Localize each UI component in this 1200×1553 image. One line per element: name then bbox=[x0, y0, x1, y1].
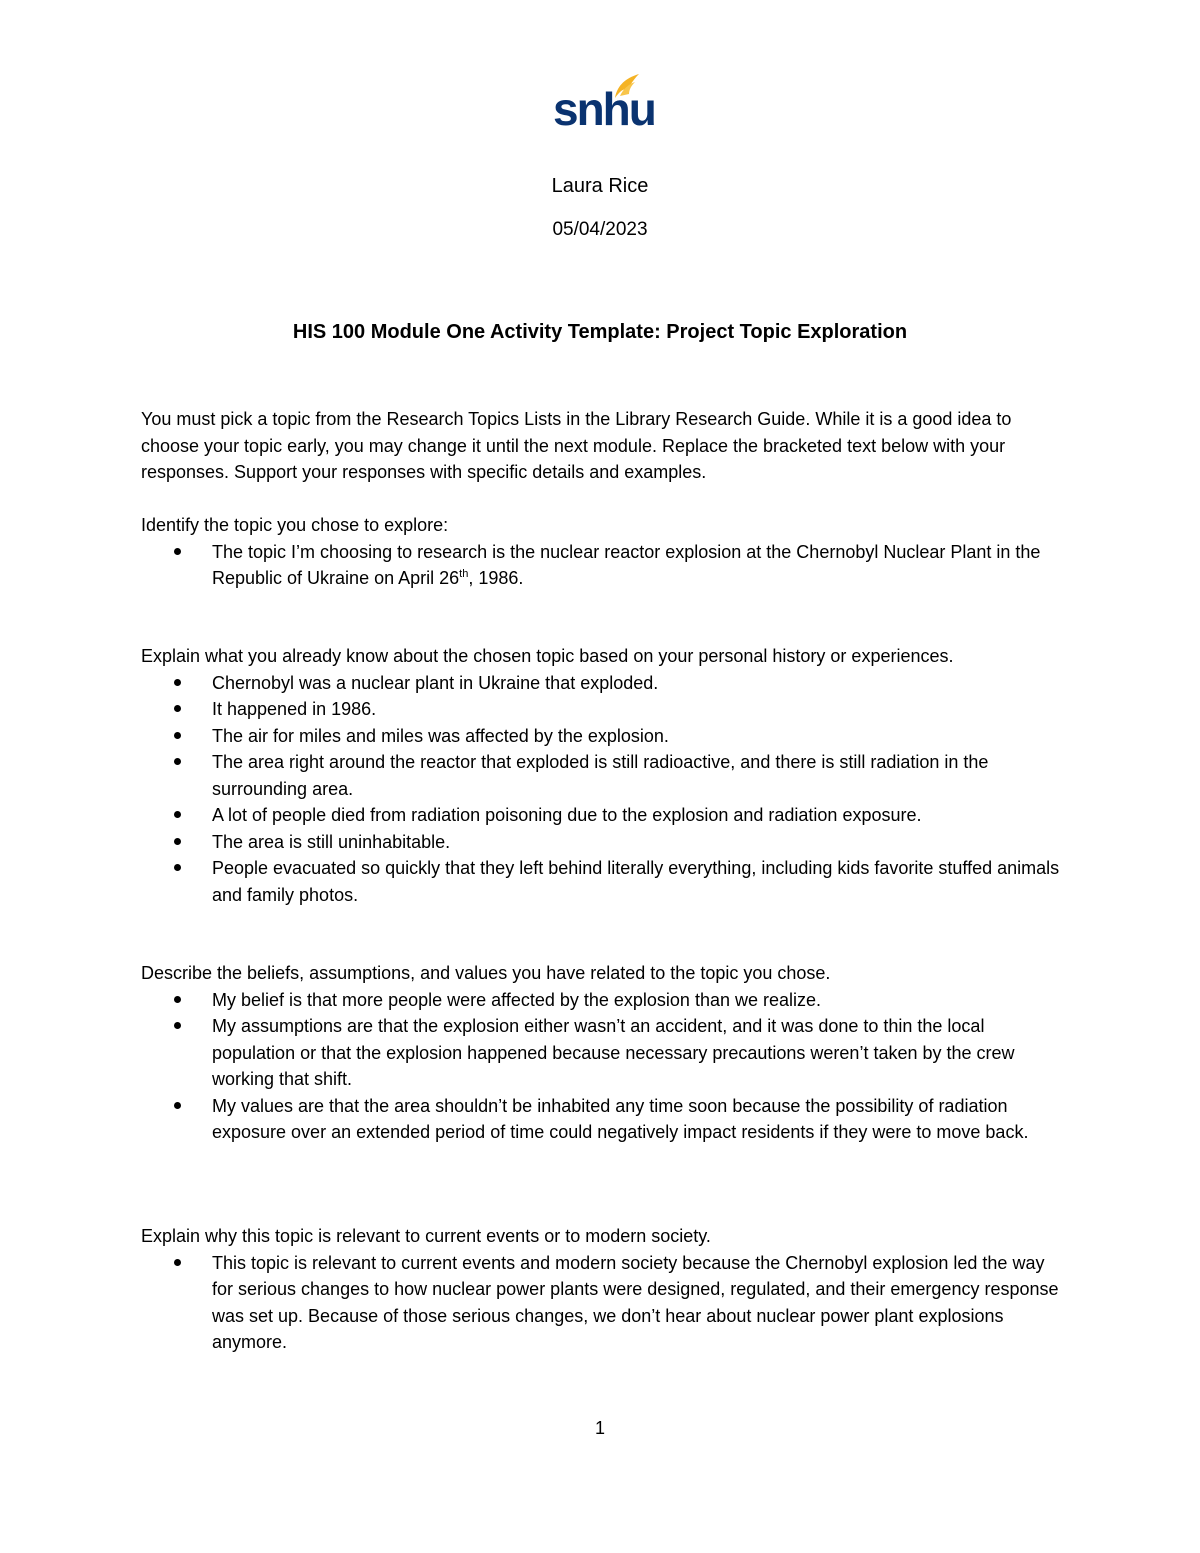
list-item bbox=[141, 987, 1061, 1014]
logo-wordmark: snhu bbox=[553, 83, 655, 135]
bullet-icon bbox=[174, 758, 181, 765]
section-prompt: Identify the topic you chose to explore: bbox=[141, 515, 449, 535]
list-item-text: It happened in 1986. bbox=[212, 699, 377, 719]
list-item-text: The area right around the reactor that exploded is still radioactive, and there is still radiation in the surrounding area. bbox=[212, 752, 989, 799]
bullet-icon bbox=[174, 1022, 181, 1029]
list-item bbox=[141, 670, 1061, 697]
bullet-icon bbox=[174, 679, 181, 686]
list-item bbox=[141, 802, 1061, 829]
list-item-text: People evacuated so quickly that they left behind literally everything, including kids favorite stuffed animals and family photos. bbox=[212, 858, 1060, 905]
document-date: 05/04/2023 bbox=[552, 219, 648, 240]
list-item bbox=[141, 1013, 1061, 1093]
section-prompt: Explain why this topic is relevant to current events or to modern society. bbox=[141, 1226, 711, 1246]
page-number: 1 bbox=[594, 1418, 605, 1438]
bullet-icon bbox=[174, 732, 181, 739]
section-topic bbox=[141, 512, 1061, 592]
list-item-text: The topic I’m choosing to research is the nuclear reactor explosion at the Chernobyl Nuclear Plant in the Republic of Ukraine on April 26th, 1986. bbox=[212, 541, 1041, 588]
section-beliefs bbox=[141, 960, 1061, 1146]
bullet-icon bbox=[174, 811, 181, 818]
snhu-logo bbox=[553, 72, 655, 135]
list-item-text: The air for miles and miles was affected by the explosion. bbox=[212, 725, 669, 746]
bullet-icon bbox=[174, 996, 181, 1003]
list-item-text: My assumptions are that the explosion either wasn’t an accident, and it was done to thin the local population or that the explosion happened because necessary precautions weren’t taken by the crew working that shift. bbox=[212, 1016, 1015, 1089]
section-prompt: Describe the beliefs, assumptions, and values you have related to the topic you chose. bbox=[141, 963, 831, 983]
bullet-icon bbox=[174, 1259, 181, 1266]
list-item-text: My values are that the area shouldn’t be inhabited any time soon because the possibility of radiation exposure over an extended period of time could negatively impact residents if they were to move back. bbox=[212, 1095, 1029, 1142]
section-prompt: Explain what you already know about the chosen topic based on your personal history or experiences. bbox=[141, 646, 954, 666]
list-item bbox=[141, 749, 1061, 802]
section-relevance bbox=[141, 1223, 1061, 1356]
list-item bbox=[141, 855, 1061, 908]
list-item bbox=[141, 829, 1061, 856]
list-item-text: The area is still uninhabitable. bbox=[212, 831, 451, 852]
intro-paragraph: You must pick a topic from the Research Topics Lists in the Library Research Guide. While it is a good idea to choose your topic early, you may change it until the next module. Replace the bracketed text below with your responses. Support your responses with specific details and examples. bbox=[141, 409, 1012, 482]
list-item-text: A lot of people died from radiation poisoning due to the explosion and radiation exposure. bbox=[212, 805, 922, 825]
list-item bbox=[141, 1250, 1061, 1356]
section-prior-knowledge bbox=[141, 643, 1061, 908]
list-item bbox=[141, 1093, 1061, 1146]
list-item-text: This topic is relevant to current events and modern society because the Chernobyl explosion led the way for serious changes to how nuclear power plants were designed, regulated, and their emergency response was set up. Because of those serious changes, we don’t hear about nuclear power plant explosions anymore. bbox=[212, 1252, 1059, 1352]
bullet-list bbox=[141, 1250, 1061, 1356]
author-name: Laura Rice bbox=[551, 175, 649, 197]
bullet-icon bbox=[174, 548, 181, 555]
bullet-list bbox=[141, 987, 1061, 1146]
list-item bbox=[141, 723, 1061, 750]
list-item bbox=[141, 696, 1061, 723]
list-item-text: My belief is that more people were affected by the explosion than we realize. bbox=[212, 989, 822, 1010]
document-title: HIS 100 Module One Activity Template: Project Topic Exploration bbox=[292, 321, 908, 343]
bullet-icon bbox=[174, 705, 181, 712]
bullet-icon bbox=[174, 1102, 181, 1109]
bullet-icon bbox=[174, 864, 181, 871]
bullet-list bbox=[141, 539, 1061, 592]
bullet-list bbox=[141, 670, 1061, 909]
list-item bbox=[141, 539, 1061, 592]
bullet-icon bbox=[174, 838, 181, 845]
list-item-text: Chernobyl was a nuclear plant in Ukraine that exploded. bbox=[212, 672, 659, 693]
